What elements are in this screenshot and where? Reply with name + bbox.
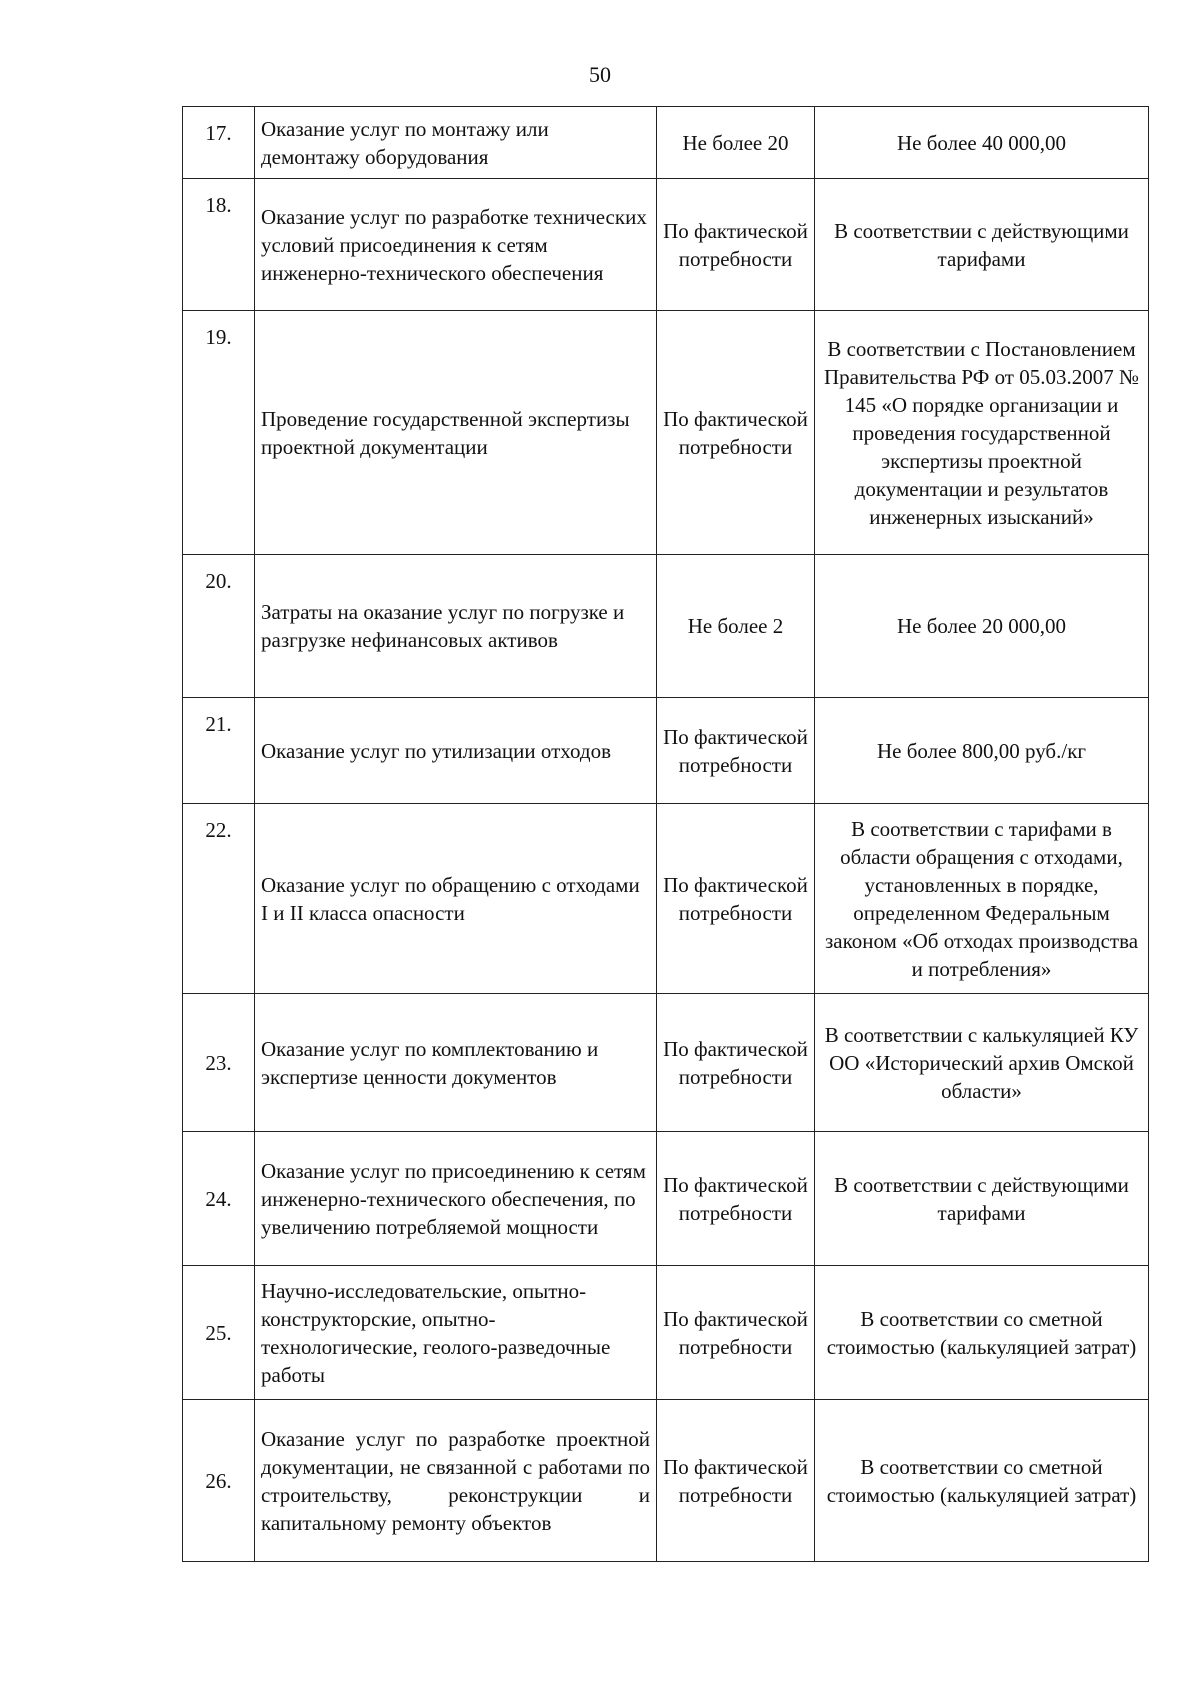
price: Не более 40 000,00 [815,107,1149,179]
price: В соответствии со сметной стоимостью (калькуляцией затрат) [815,1400,1149,1562]
price: В соответствии с тарифами в области обращения с отходами, установленных в порядке, определенном Федеральным законом «Об отходах производства и потребления» [815,804,1149,994]
row-number: 22. [183,804,255,994]
table-row [183,1132,1149,1266]
quantity: По фактической потребности [657,179,815,311]
table-row [183,179,1149,311]
price: Не более 20 000,00 [815,555,1149,698]
quantity: По фактической потребности [657,1132,815,1266]
row-number: 18. [183,179,255,311]
quantity: По фактической потребности [657,1266,815,1400]
price: Не более 800,00 руб./кг [815,698,1149,804]
service-name: Оказание услуг по монтажу или демонтажу оборудования [255,107,657,179]
row-number: 17. [183,107,255,179]
service-name: Оказание услуг по комплектованию и экспертизе ценности документов [255,994,657,1132]
cost-norms-table [182,106,1149,1562]
service-name: Оказание услуг по присоединению к сетям инженерно-технического обеспечения, по увеличению потребляемой мощности [255,1132,657,1266]
quantity: По фактической потребности [657,804,815,994]
service-name: Оказание услуг по разработке проектной документации, не связанной с работами по строительству, реконструкции и капитальному ремонту объектов [255,1400,657,1562]
price: В соответствии со сметной стоимостью (калькуляцией затрат) [815,1266,1149,1400]
row-number: 21. [183,698,255,804]
service-name: Оказание услуг по утилизации отходов [255,698,657,804]
service-name: Научно-исследовательские, опытно-конструкторские, опытно-технологические, геолого-разведочные работы [255,1266,657,1400]
row-number: 23. [183,994,255,1132]
price: В соответствии с действующими тарифами [815,179,1149,311]
table-row [183,311,1149,555]
row-number: 24. [183,1132,255,1266]
price: В соответствии с действующими тарифами [815,1132,1149,1266]
quantity: По фактической потребности [657,698,815,804]
quantity: По фактической потребности [657,994,815,1132]
table-row [183,555,1149,698]
row-number: 20. [183,555,255,698]
service-name: Оказание услуг по разработке технических условий присоединения к сетям инженерно-технического обеспечения [255,179,657,311]
table-row [183,107,1149,179]
price: В соответствии с Постановлением Правительства РФ от 05.03.2007 № 145 «О порядке организации и проведения государственной экспертизы проектной документации и результатов инженерных изысканий» [815,311,1149,555]
price: В соответствии с калькуляцией КУ ОО «Исторический архив Омской области» [815,994,1149,1132]
table-row [183,1266,1149,1400]
row-number: 25. [183,1266,255,1400]
quantity: По фактической потребности [657,311,815,555]
service-name: Затраты на оказание услуг по погрузке и разгрузке нефинансовых активов [255,555,657,698]
quantity: Не более 2 [657,555,815,698]
row-number: 19. [183,311,255,555]
service-name: Проведение государственной экспертизы проектной документации [255,311,657,555]
table-row [183,994,1149,1132]
service-name: Оказание услуг по обращению с отходами I и II класса опасности [255,804,657,994]
table-row [183,804,1149,994]
page-number: 50 [589,62,611,87]
table-row [183,698,1149,804]
row-number: 26. [183,1400,255,1562]
quantity: Не более 20 [657,107,815,179]
table-row [183,1400,1149,1562]
quantity: По фактической потребности [657,1400,815,1562]
